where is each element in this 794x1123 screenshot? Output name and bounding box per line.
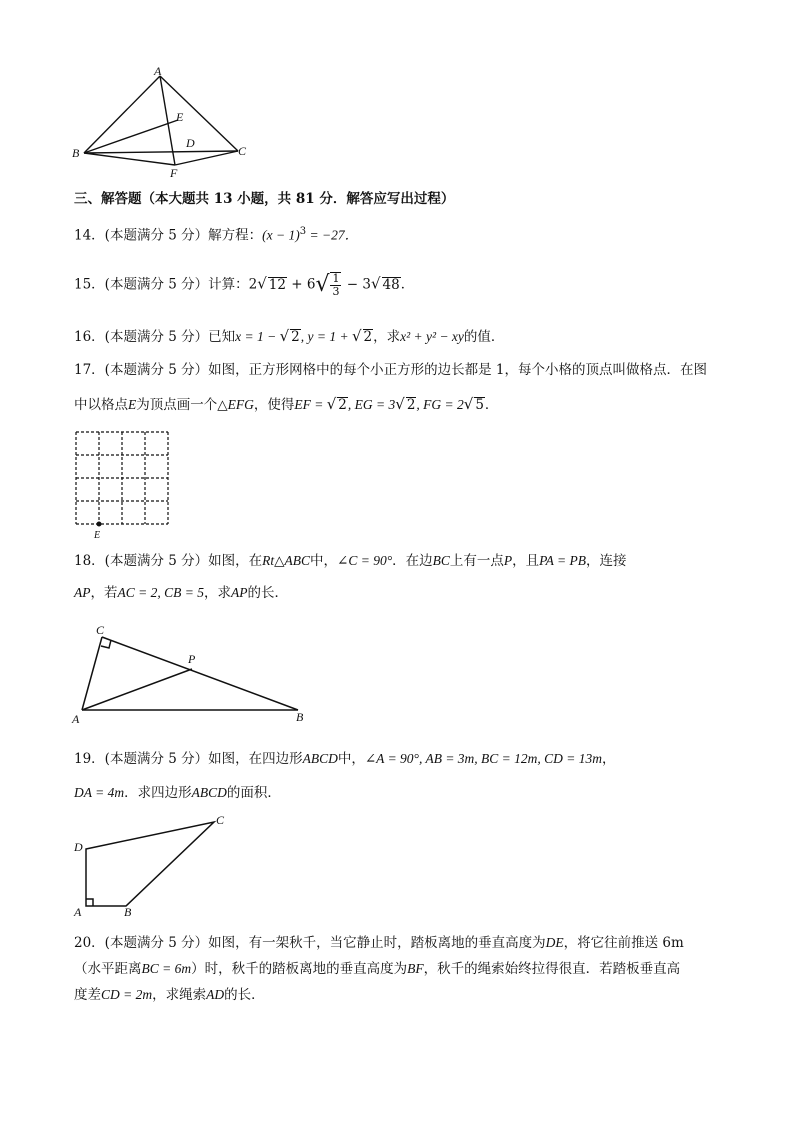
label-a: A (154, 64, 162, 78)
section-heading: 三、解答题（本大题共 13 小题，共 81 分．解答应写出过程） (74, 191, 455, 207)
question-14: 14．(本题满分 5 分）解方程：$(x - 1)^3 = -27$． (74, 226, 359, 244)
question-20-line-3: 度差CD = 2m，求绳索AD的长． (74, 987, 265, 1003)
square-grid-figure (70, 426, 180, 542)
fraction-one-third: $\frac{1}{3}$ (332, 272, 340, 298)
label-c: C (96, 623, 105, 637)
question-17-line-2: 中以格点E为顶点画一个△EFG，使得EF = √ 2, EG = 3√ 2, FG = 2√ 5． (74, 395, 499, 413)
label-d: D (186, 136, 195, 150)
label-a: A (72, 712, 80, 726)
quadrilateral-figure (66, 812, 236, 922)
question-16: 16．(本题满分 5 分）已知x = 1 − √ 2, y = 1 + √ 2，求x² + y² − xy的值． (74, 327, 505, 345)
question-17-line-1: 17．(本题满分 5 分）如图，正方形网格中的每个小正方形的边长都是 1，每个小格的顶点叫做格点．在图 (74, 362, 707, 378)
label-b: B (72, 146, 80, 160)
question-18-line-2: AP，若AC = 2, CB = 5，求AP的长． (74, 585, 288, 601)
question-19-line-1: 19．(本题满分 5 分）如图，在四边形ABCD中，∠A = 90°, AB = 3m, BC = 12m, CD = 13m， (74, 751, 616, 767)
grid-label-e: E (94, 530, 101, 541)
label-c: C (216, 813, 225, 827)
right-triangle-figure (66, 620, 316, 726)
label-a: A (74, 905, 82, 919)
label-c: C (238, 144, 247, 158)
label-f: F (170, 166, 178, 180)
question-18-line-1: 18．(本题满分 5 分）如图，在Rt△ABC中，∠C = 90°．在边BC上有一点P，且PA = PB，连接 (74, 553, 627, 569)
label-b: B (124, 905, 132, 919)
label-d: D (74, 840, 83, 854)
question-20-line-1: 20．(本题满分 5 分）如图，有一架秋千，当它静止时，踏板离地的垂直高度为DE，将它往前推送 6m (74, 935, 684, 951)
question-20-line-2: （水平距离BC = 6m）时，秋千的踏板离地的垂直高度为BF，秋千的绳索始终拉得很直．若踏板垂直高 (74, 961, 681, 977)
grid-point-e (97, 522, 102, 527)
triangle-figure-top (70, 64, 260, 182)
question-15: 15．(本题满分 5 分）计算：2√ 12 + 6√ $\frac{1}{3}$ − 3√ 48． (74, 272, 415, 298)
question-19-line-2: DA = 4m．求四边形ABCD的面积． (74, 785, 281, 801)
label-b: B (296, 710, 304, 724)
label-e: E (176, 110, 184, 124)
label-p: P (188, 652, 196, 666)
